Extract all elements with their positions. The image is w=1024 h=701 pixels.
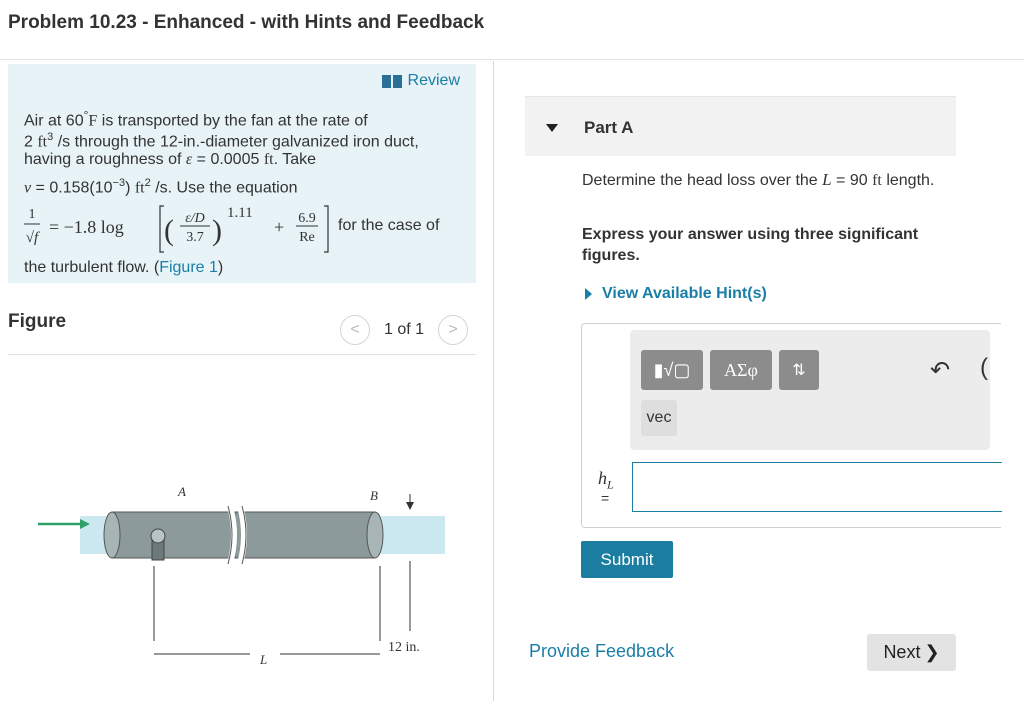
- part-a-header[interactable]: [525, 96, 956, 156]
- templates-button[interactable]: ▮√▢: [641, 350, 703, 390]
- eq-numerator: 1: [28, 207, 36, 222]
- eq-frac2-den: Re: [299, 230, 315, 245]
- label-l: L: [260, 652, 268, 667]
- review-link[interactable]: [382, 72, 460, 90]
- vec-button[interactable]: vec: [641, 400, 677, 436]
- next-figure-button[interactable]: >: [438, 315, 468, 345]
- eq-frac-num: ε/D: [185, 211, 205, 226]
- next-label: Next: [883, 642, 921, 662]
- submit-button[interactable]: Submit: [581, 541, 673, 578]
- page-title: Problem 10.23 - Enhanced - with Hints and Feedback: [8, 12, 485, 33]
- part-title: Part A: [584, 118, 634, 137]
- undo-icon[interactable]: ↶: [930, 357, 951, 384]
- expand-triangle-icon: [585, 288, 592, 300]
- review-label: Review: [407, 72, 460, 89]
- colebrook-equation: [24, 200, 464, 260]
- eq-suffix: for the case of: [338, 217, 440, 234]
- book-icon: [382, 75, 402, 88]
- eq-frac2-num: 6.9: [298, 211, 316, 226]
- instruction-text: Express your answer using three significant figures.: [582, 226, 919, 264]
- figure-page-indicator: 1 of 1: [383, 321, 425, 338]
- label-a: A: [178, 484, 186, 499]
- view-hints-link[interactable]: [585, 285, 767, 303]
- eq-open-paren: (: [164, 214, 174, 247]
- label-diameter: 12 in.: [388, 640, 420, 655]
- question-text: Determine the head loss over the L = 90 ft length.: [582, 170, 935, 189]
- arrows-icon[interactable]: ⇅: [779, 350, 819, 390]
- figure-pager: [340, 315, 468, 345]
- next-button[interactable]: [867, 634, 956, 671]
- left-column: [0, 61, 494, 701]
- math-toolbar: [630, 330, 990, 450]
- eq-log-part: = −1.8 log: [49, 217, 124, 237]
- eq-frac-den: 3.7: [186, 230, 204, 245]
- eq-plus: +: [274, 217, 285, 237]
- answer-variable-label: $h_L$: [598, 468, 614, 492]
- redo-icon[interactable]: (: [980, 354, 988, 381]
- figure-divider: [8, 354, 476, 355]
- problem-last-line: the turbulent flow. (Figure 1): [24, 259, 224, 276]
- duct-figure: [30, 466, 480, 667]
- title-bar: [0, 0, 1024, 60]
- figure-heading: Figure: [8, 311, 67, 332]
- chevron-right-icon: ❯: [924, 642, 940, 662]
- right-column: [495, 61, 1024, 701]
- answer-equals: =: [601, 490, 610, 506]
- problem-line-1: Air at 60°F is transported by the fan at the rate of: [24, 108, 368, 130]
- answer-input[interactable]: [632, 462, 1002, 512]
- problem-statement: [8, 64, 476, 283]
- eq-denominator: √f: [25, 230, 39, 246]
- figure-link[interactable]: Figure 1: [159, 259, 218, 276]
- problem-line-4: $\nu = 0.158(10^{-3})$ $ft^2$ /s. Use the equation: [24, 177, 298, 197]
- provide-feedback-link[interactable]: Provide Feedback: [529, 641, 675, 661]
- prev-figure-button[interactable]: <: [340, 315, 370, 345]
- problem-line-2: 2 $ft^3$ /s through the 12-in.-diameter galvanized iron duct,: [24, 131, 419, 151]
- collapse-triangle-icon: [546, 124, 558, 132]
- greek-symbols-button[interactable]: ΑΣφ: [710, 350, 772, 390]
- eq-close-paren: ): [212, 214, 222, 247]
- hint-label: View Available Hint(s): [602, 285, 767, 302]
- answer-box: [581, 323, 1001, 528]
- problem-line-3: having a roughness of ε = 0.0005 ft. Take: [24, 151, 317, 168]
- eq-exponent: 1.11: [227, 205, 253, 221]
- label-b: B: [370, 488, 378, 503]
- fan-icon: [151, 529, 165, 543]
